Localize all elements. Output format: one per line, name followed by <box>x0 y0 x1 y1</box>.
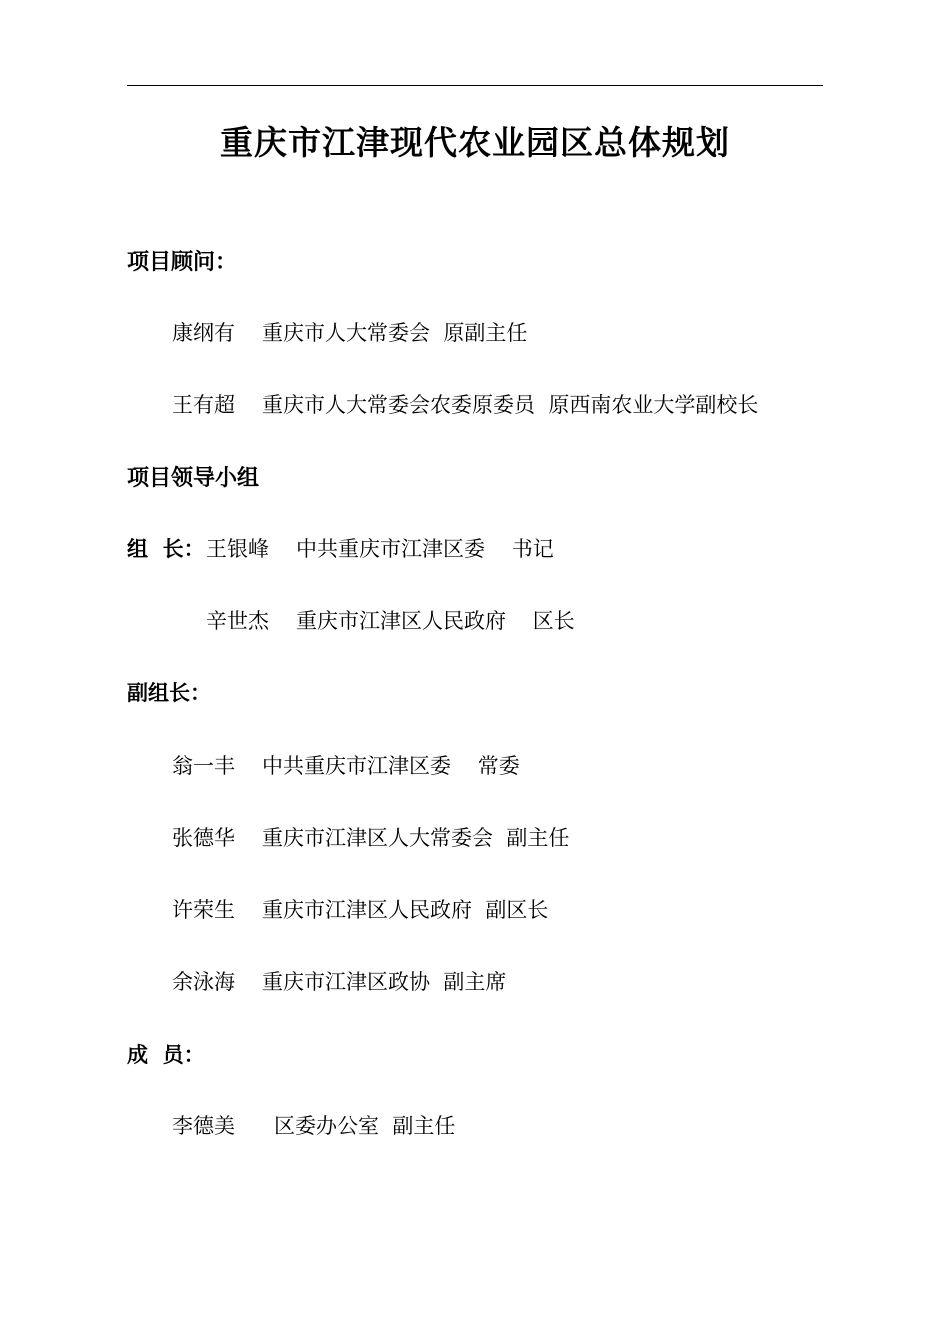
member-role: 区委办公室 副主任 <box>274 1114 456 1138</box>
deputy-role: 重庆市江津区人大常委会 副主任 <box>262 826 570 850</box>
advisor-row <box>172 317 527 347</box>
leader-row <box>127 533 554 563</box>
leadership-heading: 项目领导小组 <box>127 466 260 491</box>
advisor-name: 康纲有 <box>172 321 235 345</box>
deputy-row <box>172 822 569 852</box>
deputy-row <box>172 966 506 996</box>
leader-role: 中共重庆市江津区委 书记 <box>296 537 554 561</box>
advisor-row <box>172 389 758 419</box>
advisor-role: 重庆市人大常委会 原副主任 <box>262 321 528 345</box>
deputy-role: 重庆市江津区人民政府 副区长 <box>262 898 549 922</box>
advisors-heading: 项目顾问： <box>127 250 238 275</box>
deputy-row <box>172 894 548 924</box>
deputy-name: 许荣生 <box>172 898 235 922</box>
deputy-row <box>172 750 520 780</box>
leader-name: 辛世杰 <box>206 609 269 633</box>
member-row <box>172 1110 455 1140</box>
deputy-role: 重庆市江津区政协 副主席 <box>262 970 507 994</box>
leader-label: 组 长： <box>127 537 205 561</box>
deputy-name: 翁一丰 <box>172 754 235 778</box>
deputy-name: 张德华 <box>172 826 235 850</box>
advisor-name: 王有超 <box>172 393 235 417</box>
deputy-label: 副组长： <box>127 681 211 705</box>
document-title: 重庆市江津现代农业园区总体规划 <box>220 123 730 162</box>
leader-row <box>206 605 575 635</box>
member-name: 李德美 <box>172 1114 235 1138</box>
deputy-name: 余泳海 <box>172 970 235 994</box>
member-label: 成 员： <box>127 1043 205 1067</box>
leader-role: 重庆市江津区人民政府 区长 <box>296 609 575 633</box>
deputy-role: 中共重庆市江津区委 常委 <box>262 754 520 778</box>
top-rule <box>127 85 823 86</box>
leader-name: 王银峰 <box>206 537 269 561</box>
advisor-role: 重庆市人大常委会农委原委员 原西南农业大学副校长 <box>262 393 759 417</box>
